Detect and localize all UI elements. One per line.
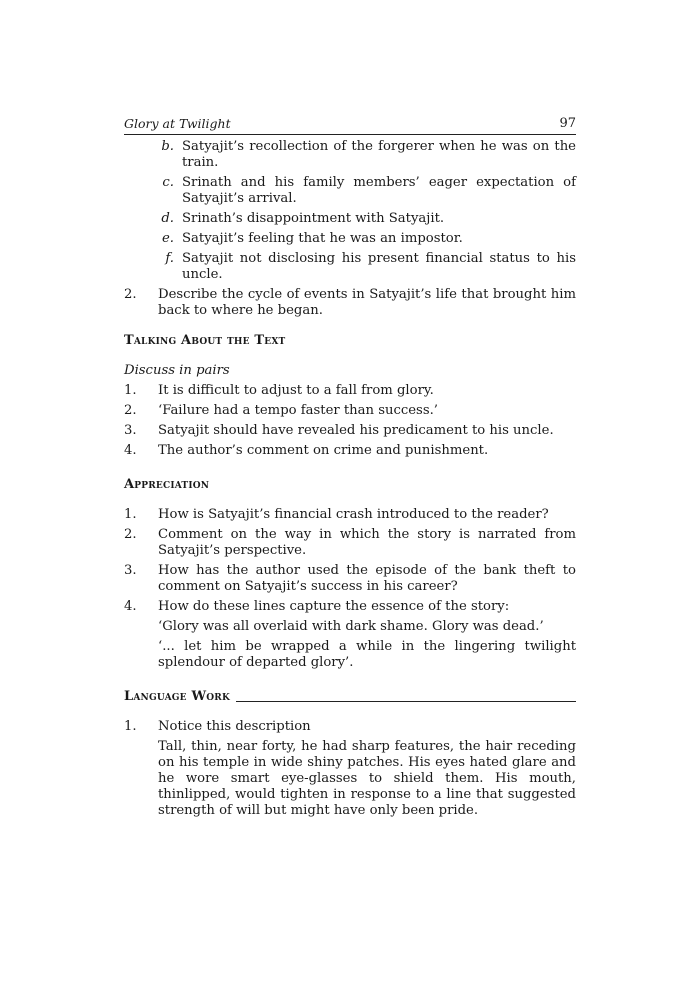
appreciation-item [124,563,576,595]
item-number: 1. [124,719,137,734]
sub-item-text: Srinath and his family members’ eager expectation of Satyajit’s arrival. [182,175,576,206]
item-number: 1. [124,507,137,522]
question-number: 2. [124,287,137,302]
sub-item-text: Satyajit not disclosing his present financial status to his uncle. [182,251,576,282]
sub-item-label: c. [162,175,174,190]
question-item [124,287,576,319]
item-text: The author’s comment on crime and punishment. [158,443,489,458]
item-text: Comment on the way in which the story is narrated from Satyajit’s perspective. [158,527,576,558]
page-number: 97 [559,116,576,131]
sub-item-label: d. [161,211,174,226]
item-text: Satyajit should have revealed his predicament to his uncle. [158,423,554,438]
heading-rule [236,701,576,702]
section-heading-talking: Talking About the Text [124,333,286,348]
sub-item [124,175,576,207]
quoted-line: ‘Glory was all overlaid with dark shame. Glory was dead.’ [158,619,544,634]
discussion-item [124,383,576,399]
sub-item-label: e. [162,231,174,246]
item-text: How is Satyajit’s financial crash introduced to the reader? [158,507,549,522]
item-text: Notice this description [158,719,311,734]
item-number: 3. [124,563,137,578]
item-text: ‘Failure had a tempo faster than success.’ [158,403,438,418]
item-number: 3. [124,423,137,438]
item-number: 1. [124,383,137,398]
discussion-instruction: Discuss in pairs [124,363,230,378]
section-heading-language-work: Language Work [124,689,231,704]
sub-item-text: Satyajit’s feeling that he was an impostor. [182,231,463,246]
sub-item [124,211,576,227]
description-paragraph: Tall, thin, near forty, he had sharp features, the hair receding on his temple in wide shiny patches. His eyes hated glare and he wore smart eye-glasses to shield them. His mouth, thinlipped, would tighten in response to a line that suggested strength of will but might have only been pride. [158,739,576,818]
discussion-item [124,443,576,459]
item-text: How has the author used the episode of the bank theft to comment on Satyajit’s success in his career? [158,563,576,594]
item-number: 2. [124,403,137,418]
section-heading-appreciation: Appreciation [124,477,210,492]
sub-item-text: Satyajit’s recollection of the forgerer when he was on the train. [182,139,576,170]
running-header [124,116,576,135]
item-text: It is difficult to adjust to a fall from glory. [158,383,434,398]
sub-item-label: b. [161,139,174,154]
discussion-item [124,423,576,439]
chapter-title: Glory at Twilight [124,116,231,131]
sub-item [124,251,576,283]
item-number: 4. [124,599,137,614]
language-work-header [124,689,576,705]
item-number: 2. [124,527,137,542]
item-number: 4. [124,443,137,458]
language-item [124,719,576,735]
sub-item-text: Srinath’s disappointment with Satyajit. [182,211,445,226]
appreciation-item [124,599,576,615]
question-text: Describe the cycle of events in Satyajit’s life that brought him back to where he began. [158,287,576,318]
sub-item-label: f. [165,251,174,266]
item-text: How do these lines capture the essence of the story: [158,599,510,614]
sub-item [124,139,576,171]
quoted-line: ‘... let him be wrapped a while in the lingering twilight splendour of departed glory’. [158,639,576,670]
appreciation-item [124,507,576,523]
sub-item [124,231,576,247]
page-content [124,139,576,819]
appreciation-item [124,527,576,559]
discussion-item [124,403,576,419]
